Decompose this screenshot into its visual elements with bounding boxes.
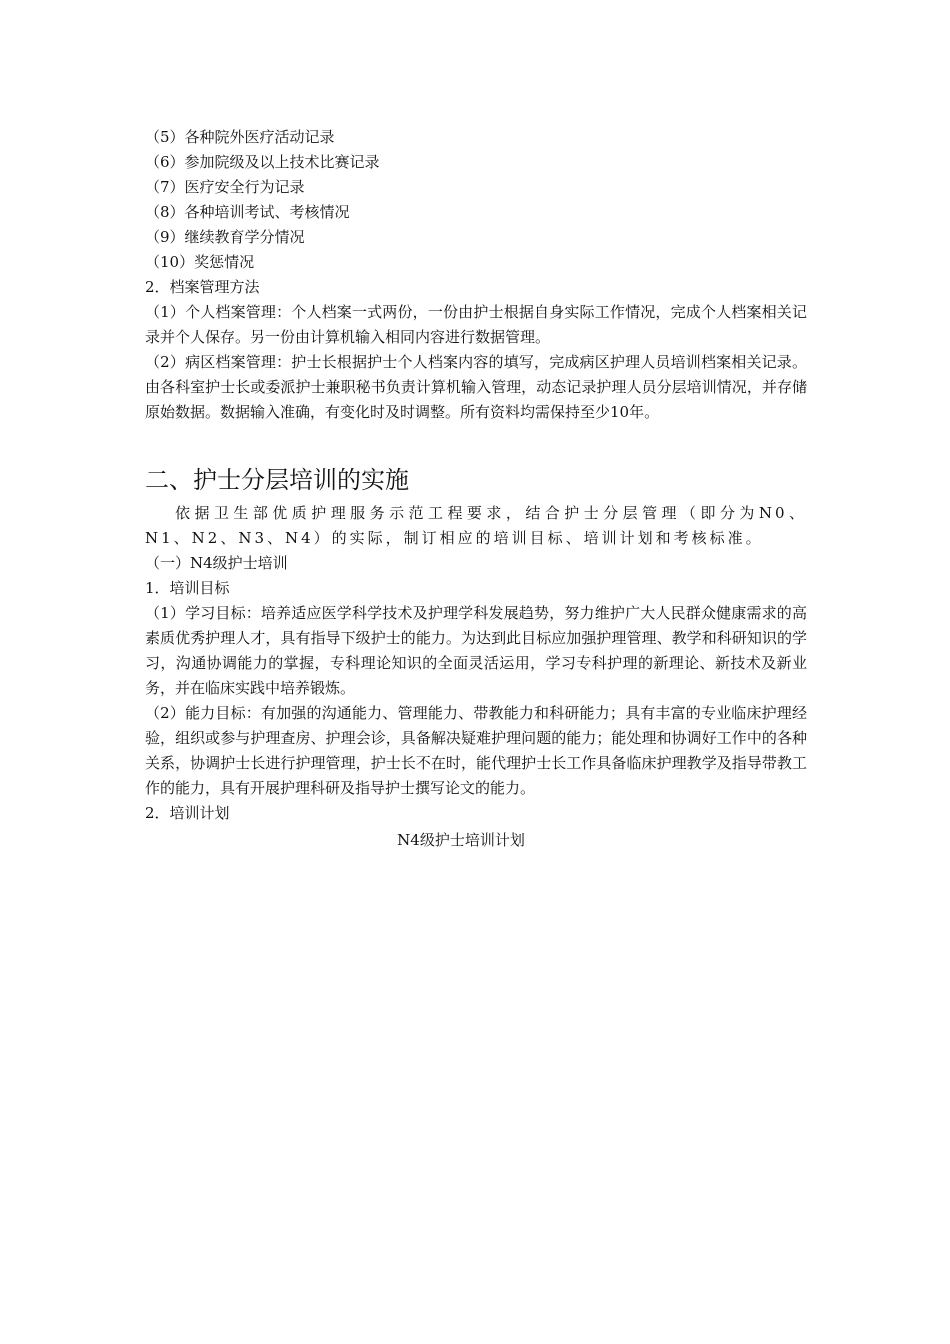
study-goal-paragraph: （1）学习目标：培养适应医学科学技术及护理学科发展趋势，努力维护广大人民群众健康需求的高素质优秀护理人才，具有指导下级护士的能力。为达到此目标应加强护理管理、教学和科研知识的学习，沟通协调能力的掌握，专科理论知识的全面灵活运用，学习专科护理的新理论、新技术及新业务，并在临床实践中培养锻炼。: [145, 604, 807, 697]
subsection-heading: （一）N4级护士培训: [145, 554, 288, 572]
list-item-10: （10）奖惩情况: [145, 253, 255, 271]
goal-heading: 1．培训目标: [145, 579, 230, 597]
list-item-8: （8）各种培训考试、考核情况: [145, 203, 350, 221]
archive-heading: 2．档案管理方法: [145, 278, 260, 296]
plan-heading: 2．培训计划: [145, 804, 230, 822]
ability-goal-paragraph: （2）能力目标：有加强的沟通能力、管理能力、带教能力和科研能力；具有丰富的专业临床护理经验，组织或参与护理查房、护理会诊，具备解决疑难护理问题的能力；能处理和协调好工作中的各种关系，协调护士长进行护理管理，护士长不在时，能代理护士长工作具备临床护理教学及指导带教工作的能力，具有开展护理科研及指导护士撰写论文的能力。: [145, 704, 807, 797]
personal-archive-paragraph: （1）个人档案管理：个人档案一式两份，一份由护士根据自身实际工作情况，完成个人档案相关记录并个人保存。另一份由计算机输入相同内容进行数据管理。: [145, 303, 807, 346]
intro-paragraph: 依据卫生部优质护理服务示范工程要求，结合护士分层管理（即分为N0、N1、N2、N3、N4）的实际，制订相应的培训目标、培训计划和考核标准。: [145, 504, 807, 547]
ward-archive-paragraph: （2）病区档案管理：护士长根据护士个人档案内容的填写，完成病区护理人员培训档案相关记录。由各科室护士长或委派护士兼职秘书负责计算机输入管理，动态记录护理人员分层培训情况，并存储原始数据。数据输入准确，有变化时及时调整。所有资料均需保持至少10年。: [145, 353, 807, 421]
list-item-9: （9）继续教育学分情况: [145, 228, 305, 246]
list-item-5: （5）各种院外医疗活动记录: [145, 128, 335, 146]
list-item-7: （7）医疗安全行为记录: [145, 178, 305, 196]
plan-caption: N4级护士培训计划: [397, 831, 525, 849]
list-item-6: （6）参加院级及以上技术比赛记录: [145, 153, 380, 171]
section-title: 二、护士分层培训的实施: [145, 466, 409, 494]
document-page: [145, 125, 807, 853]
